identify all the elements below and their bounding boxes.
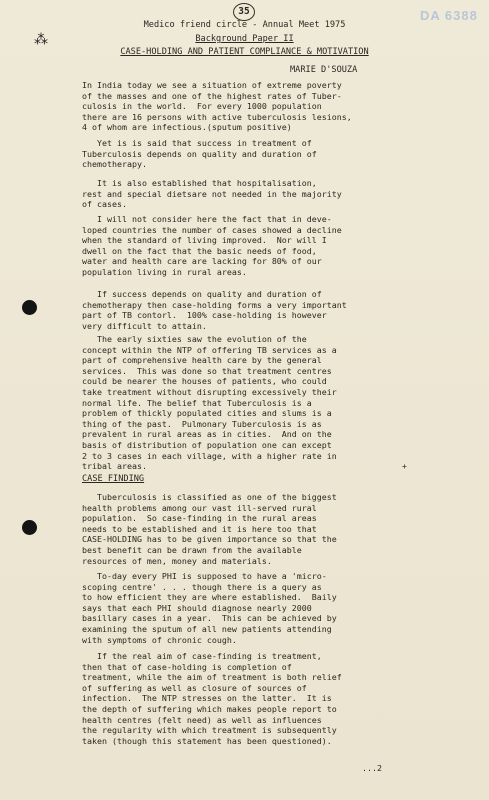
text-line: the regularity with which treatment is subsequently: [82, 725, 337, 736]
text-line: scoping centre' . . . though there is a query as: [82, 581, 322, 592]
text-line: of suffering as well as closure of sources of: [82, 682, 307, 693]
text-line: normal life. The belief that Tuberculosis is a: [82, 397, 312, 408]
text-line: CASE-HOLDING has to be given importance so that the: [82, 534, 337, 545]
paragraph: [82, 138, 412, 170]
text-line: population. So case-finding in the rural areas: [82, 513, 317, 524]
text-line: health centres (felt need) as well as influences: [82, 714, 322, 725]
text-line: It is also established that hospitalisation,: [82, 178, 317, 188]
text-line: water and health care are lacking for 80% of our: [82, 256, 322, 267]
text-line: chemotherapy.: [82, 159, 147, 170]
text-line: says that each PHI should diagnose nearly 2000: [82, 602, 312, 613]
text-line: needs to be established and it is here too that: [82, 523, 317, 534]
text-line: If the real aim of case-finding is treatment,: [82, 651, 322, 661]
continuation-marker: ...2: [362, 763, 382, 773]
text-line: problem of thickly populated cities and slums is a: [82, 408, 332, 419]
text-line: could be nearer the houses of patients, who could: [82, 376, 327, 387]
text-line: concept within the NTP of offering TB services as a: [82, 344, 337, 355]
paragraph: [82, 334, 412, 472]
text-line: of the masses and one of the highest rates of Tuber-: [82, 90, 342, 101]
text-line: The early sixties saw the evolution of the: [82, 334, 307, 344]
text-line: basillary cases in a year. This can be achieved by: [82, 613, 337, 624]
text-line: of cases.: [82, 199, 127, 210]
text-line: to how efficient they are where established. Baily: [82, 592, 337, 603]
text-line: 2 to 3 cases in each village, with a higher rate in: [82, 450, 337, 461]
text-line: part of comprehensive health care by the general: [82, 355, 322, 366]
text-line: resources of men, money and materials.: [82, 555, 272, 566]
paragraph: [82, 289, 412, 331]
text-line: health problems among our vast ill-served rural: [82, 502, 317, 513]
text-line: services. This was done so that treatment centres: [82, 365, 332, 376]
text-line: To-day every PHI is supposed to have a 'micro-: [82, 571, 327, 581]
handwritten-mark-icon: ⁂: [34, 32, 48, 48]
text-line: take treatment without disrupting excessively their: [82, 386, 337, 397]
text-line: then that of case-holding is completion of: [82, 661, 292, 672]
header-title: CASE-HOLDING AND PATIENT COMPLIANCE & MOTIVATION: [120, 47, 369, 57]
text-line: I will not consider here the fact that in deve-: [82, 214, 332, 224]
text-line: treatment, while the aim of treatment is both relief: [82, 672, 342, 683]
text-line: If success depends on quality and duration of: [82, 289, 322, 299]
paragraph: [82, 651, 412, 746]
text-line: thing of the past. Pulmonary Tuberculosis is as: [82, 418, 322, 429]
text-line: infection. The NTP stresses on the latter. It is: [82, 693, 332, 704]
text-line: very difficult to attain.: [82, 320, 207, 331]
text-line: part of TB contorl. 100% case-holding is however: [82, 310, 327, 321]
paragraph: [82, 571, 412, 645]
text-line: basis of distribution of population one can except: [82, 439, 332, 450]
text-line: Tuberculosis is classified as one of the biggest: [82, 492, 337, 502]
text-line: taken (though this statement has been questioned).: [82, 735, 332, 746]
text-line: tribal areas.: [82, 461, 147, 472]
text-line: 4 of whom are infectious.(sputum positive): [82, 122, 292, 133]
paragraph: [82, 214, 412, 278]
author-name: MARIE D'SOUZA: [290, 65, 358, 75]
text-line: loped countries the number of cases showed a decline: [82, 224, 342, 235]
punch-hole-icon: [22, 520, 37, 535]
paragraph: [82, 492, 412, 566]
text-line: Yet is is said that success in treatment of: [82, 138, 312, 148]
margin-mark: +: [402, 462, 407, 471]
page-number: 35: [233, 3, 255, 21]
text-line: when the standard of living improved. Nor will I: [82, 235, 327, 246]
text-line: population living in rural areas.: [82, 266, 247, 277]
punch-hole-icon: [22, 300, 37, 315]
paragraph: [82, 178, 412, 210]
text-line: culosis in the world. For every 1000 population: [82, 101, 322, 112]
text-line: with symptoms of chronic cough.: [82, 634, 237, 645]
text-line: best benefit can be drawn from the available: [82, 544, 302, 555]
text-line: the depth of suffering which makes people report to: [82, 703, 337, 714]
text-line: chemotherapy then case-holding forms a very important: [82, 299, 347, 310]
section-heading: CASE FINDING: [82, 474, 145, 484]
text-line: In India today we see a situation of extreme poverty: [82, 80, 342, 90]
text-line: prevalent in rural areas as in cities. And on the: [82, 429, 332, 440]
text-line: dwell on the fact that the basic needs of food,: [82, 245, 317, 256]
archive-stamp: DA 6388: [420, 8, 478, 23]
text-line: there are 16 persons with active tuberculosis lesions,: [82, 111, 352, 122]
text-line: examining the sputum of all new patients attending: [82, 623, 332, 634]
text-line: Tuberculosis depends on quality and duration of: [82, 148, 317, 159]
header-line-1: Medico friend circle - Annual Meet 1975: [143, 20, 346, 30]
text-line: rest and special dietsare not needed in the majority: [82, 188, 342, 199]
paragraph: [82, 80, 412, 133]
header-line-2: Background Paper II: [195, 34, 294, 44]
